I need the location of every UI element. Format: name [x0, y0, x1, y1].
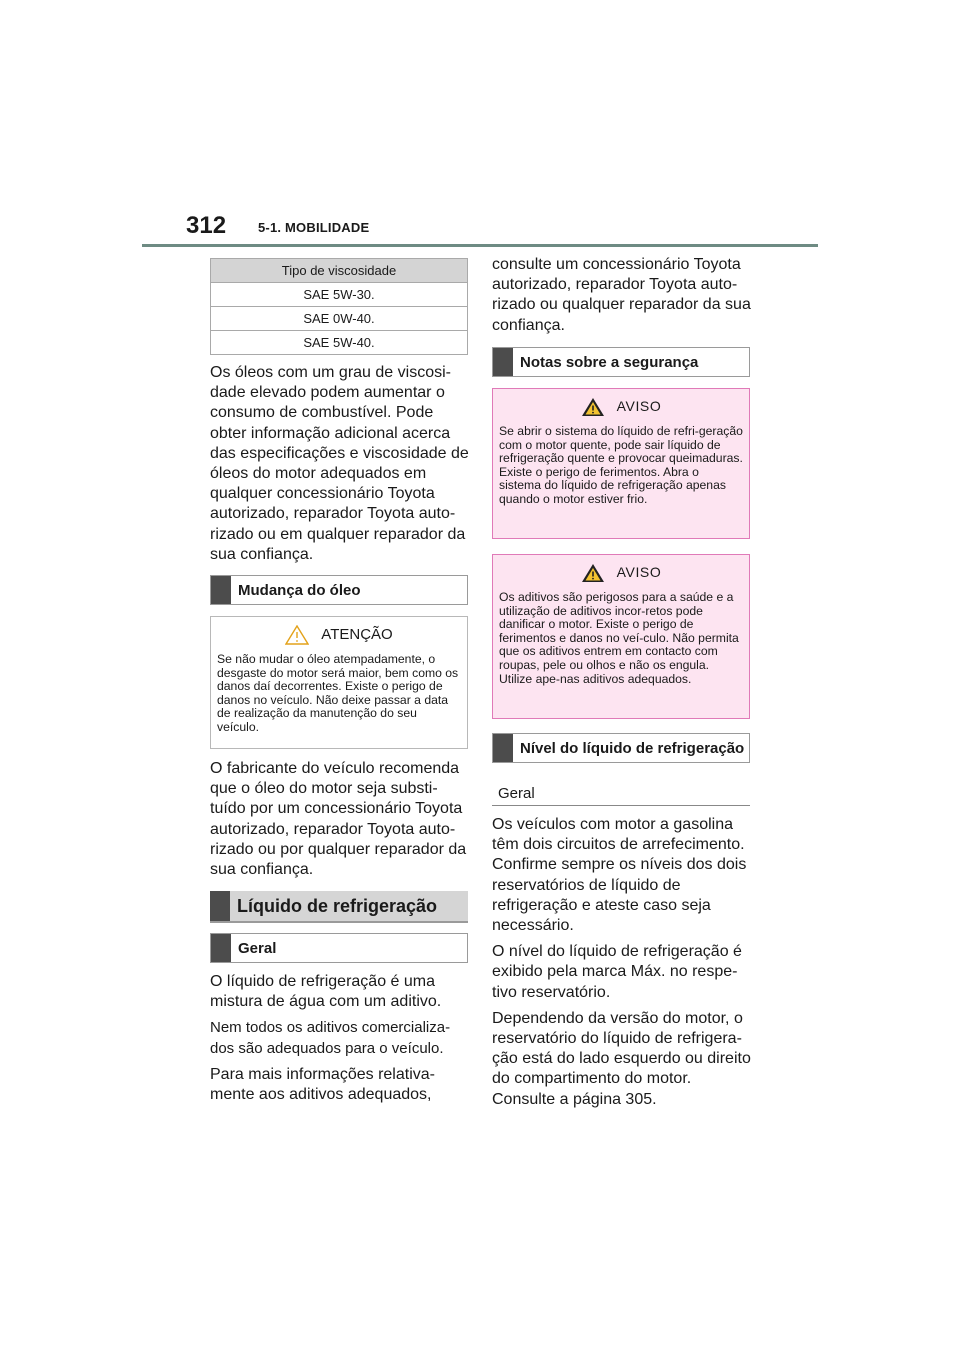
oil-viscosity-paragraph: Os óleos com um grau de viscosi-dade elevado podem aumentar o consumo de combustível. Pode obter informação adicional acerca das especificações e viscosidade de óleos do motor adequados em qualquer concessionário Toyota autorizado, reparador Toyota auto-rizado ou em qualquer reparador da sua confiança. — [210, 364, 469, 563]
table-row: SAE 0W-40. — [211, 307, 468, 331]
table-row: SAE 5W-30. — [211, 283, 468, 307]
heading-label: Geral — [238, 939, 277, 957]
warning-triangle-icon — [581, 397, 605, 417]
coolant-level-paragraphs — [492, 815, 754, 1116]
heading-bar — [211, 934, 231, 962]
paragraph: Os veículos com motor a gasolina têm dois circuitos de arrefecimento. Confirme sempre os níveis dos dois reservatórios de líquido de refrigeração e ateste caso seja necessário. — [492, 816, 747, 935]
heading-label: Líquido de refrigeração — [237, 895, 438, 916]
table-row: SAE 5W-40. — [211, 331, 468, 355]
heading-bar — [493, 734, 513, 762]
safety-heading — [492, 347, 750, 377]
warning-text: Os aditivos são perigosos para a saúde e a utilização de aditivos incor-retos pode danificar o motor. Existe o perigo de ferimentos e danos no veí-culo. Não permita que os aditivos entrem em contacto com roupas, pele ou olhos e não os engula. Utilize ape-nas aditivos adequados. — [499, 590, 739, 686]
table-header: Tipo de viscosidade — [211, 259, 468, 283]
caution-triangle-icon — [285, 625, 309, 645]
warning-text: Se abrir o sistema do líquido de refri-geração com o motor quente, pode sair líquido de refrigeração quente e provocar queimaduras. Existe o perigo de ferimentos. Abra o sistema do líquido de refrigeração apenas quando o motor estiver frio. — [499, 424, 743, 506]
caution-box — [210, 616, 468, 749]
heading-label: Nível do líquido de refrigeração — [520, 739, 745, 757]
coolant-level-heading — [492, 733, 750, 763]
paragraph: Nem todos os aditivos comercializa-dos são adequados para o veículo. — [210, 1019, 451, 1057]
heading-bar — [493, 348, 513, 376]
warning-title: AVISO — [616, 398, 662, 415]
viscosity-table — [210, 258, 468, 355]
caution-text: Se não mudar o óleo atempadamente, o desgaste do motor será maior, bem como os danos daí decorrentes. Existe o perigo de danos no veículo. Não deixe passar a data de realização da manutenção do seu veículo. — [217, 652, 459, 734]
paragraph: O líquido de refrigeração é uma mistura de água com um aditivo. — [210, 973, 442, 1011]
paragraph: Para mais informações relativa-mente aos aditivos adequados, — [210, 1065, 435, 1104]
warning-box — [492, 554, 750, 719]
warning-box — [492, 388, 750, 539]
caution-title: ATENÇÃO — [321, 626, 393, 644]
oil-change-heading — [210, 575, 468, 605]
coolant-general-paragraphs — [210, 972, 472, 1111]
heading-bar — [211, 576, 231, 604]
warning-title: AVISO — [616, 564, 662, 581]
paragraph: O nível do líquido de refrigeração é exibido pela marca Máx. no respe-tivo reservatório. — [492, 943, 742, 1001]
oil-replacement-paragraph: O fabricante do veículo recomenda que o óleo do motor seja substi-tuído por um concessionário Toyota autorizado, reparador Toyota auto-rizado ou por qualquer reparador da sua confiança. — [210, 760, 467, 879]
paragraph: Dependendo da versão do motor, o reservatório do líquido de refrigera-ção está do lado esquerdo ou direito do compartimento do motor. Consulte a página 305. — [492, 1009, 751, 1108]
heading-label: Mudança do óleo — [238, 581, 361, 599]
general-subheading: Geral — [492, 782, 750, 806]
page-number: 312 — [186, 212, 227, 239]
section-title: 5-1. MOBILIDADE — [258, 220, 370, 235]
consult-paragraph: consulte um concessionário Toyota autorizado, reparador Toyota auto-rizado ou qualquer reparador da sua confiança. — [492, 256, 751, 334]
warning-triangle-icon — [581, 563, 605, 583]
header-divider — [142, 244, 818, 247]
heading-label: Notas sobre a segurança — [520, 353, 699, 371]
coolant-heading — [210, 891, 468, 923]
general-heading — [210, 933, 468, 963]
heading-bar — [210, 891, 230, 921]
